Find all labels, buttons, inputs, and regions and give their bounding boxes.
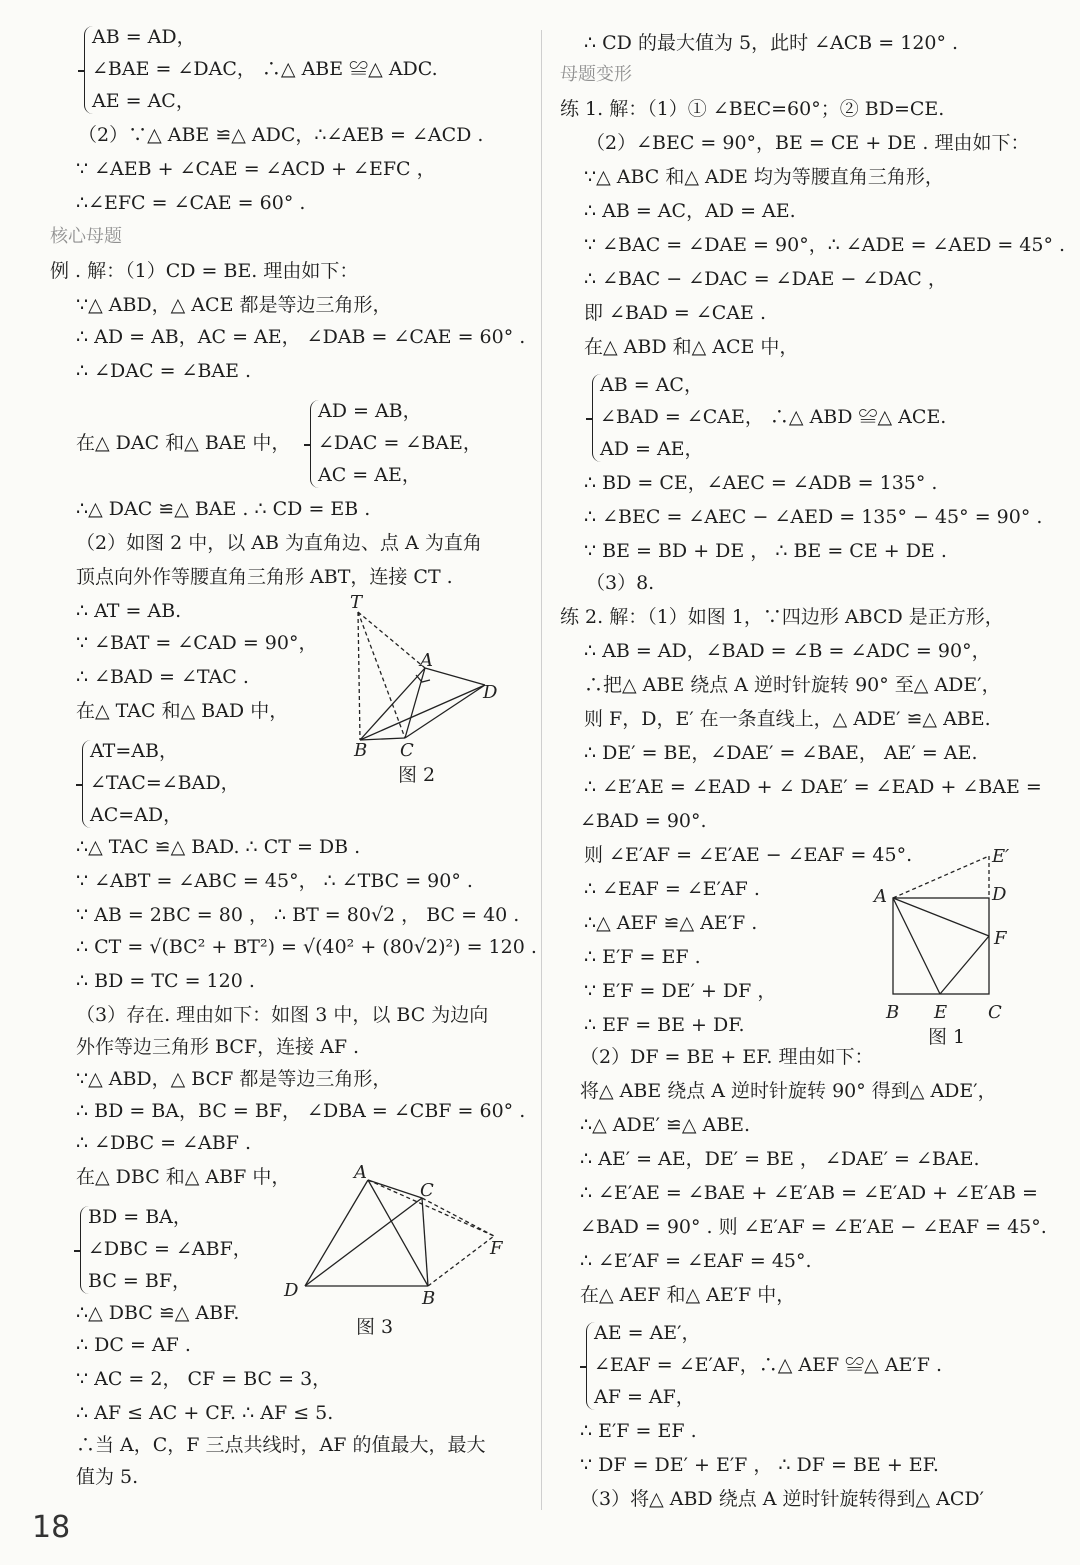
text-line: 顶点向外作等腰直角三角形 ABT，连接 CT . [76,566,453,588]
label-B: B [886,1002,900,1023]
text-line: ∵ BE = BD + DE ， ∴ BE = CE + DE . [584,540,947,562]
system-brace [84,26,93,114]
text-line: ∴ ∠E′AE = ∠BAE + ∠E′AB = ∠E′AD + ∠E′AB = [580,1182,1038,1204]
text-line: ∴ ∠EAF = ∠E′AF . [584,878,760,900]
text-line: ∴当 A，C，F 三点共线时，AF 的值最大，最大 [76,1434,486,1456]
text-line: （2）∵△ ABE ≌△ ADC，∴∠AEB = ∠ACD . [78,124,484,146]
label-F: F [490,1238,503,1259]
text-line: 在△ TAC 和△ BAD 中， [76,700,289,722]
text-line: ∴ AD = AB，AC = AE， ∠DAB = ∠CAE = 60° . [76,326,526,348]
text-line: 将△ ABE 绕点 A 逆时针旋转 90° 得到△ ADE′， [580,1080,997,1102]
text-line: ∵△ ABD，△ BCF 都是等边三角形， [76,1068,392,1090]
text-line: ∴ AE′ = AE，DE′ = BE ， ∠DAE′ = ∠BAE. [580,1148,980,1170]
text-line: AC = AE， [318,464,421,486]
text-line: （2）∠BEC = 90°，BE = CE + DE . 理由如下： [586,132,1030,154]
text-line: （3）存在. 理由如下：如图 3 中，以 BC 为边向 [76,1004,489,1026]
text-line: ∵ ∠ABT = ∠ABC = 45°， ∴ ∠TBC = 90° . [76,870,473,892]
system-brace [592,374,601,462]
label-D: D [284,1280,299,1301]
text-line: 在△ ABD 和△ ACE 中， [584,336,799,358]
text-line: ∴ ∠BAD = ∠TAC . [76,666,249,688]
text-line: 例 . 解：（1）CD = BE. 理由如下： [50,260,359,282]
figure-3 [280,1160,510,1309]
label-A: A [354,1162,367,1183]
text-line: ∴ CT = √(BC² + BT²) = √(40² + (80√2)²) = 120 . [76,936,537,958]
text-line: ∴ DC = AF . [76,1334,191,1356]
text-line: ∴ ∠E′AF = ∠EAF = 45°. [580,1250,812,1272]
label-E: E [934,1002,948,1023]
text-line: ∵ DF = DE′ + E′F ， ∴ DF = BE + EF. [580,1454,939,1476]
text-line: 在△ DBC 和△ ABF 中， [76,1166,291,1188]
text-line: ∴∠EFC = ∠CAE = 60° . [76,192,306,214]
section-heading: 核心母题 [50,226,122,247]
figure-2-caption: 图 2 [398,764,436,786]
label-F: F [994,928,1007,949]
text-line: BC = BF， [88,1270,191,1292]
text-line: AB = AC， [600,374,703,396]
text-line: ∴ AT = AB. [76,600,182,622]
text-line: ∴ E′F = EF . [584,946,701,968]
text-line: ∠BAD = 90° . 则 ∠E′AF = ∠E′AE − ∠EAF = 45°. [580,1216,1047,1238]
figure-3-caption: 图 3 [356,1316,394,1338]
text-line: 在△ DAC 和△ BAE 中， [76,432,291,454]
label-B: B [354,740,368,761]
text-line: AD = AB， [318,400,422,422]
label-E-prime: E′ [992,846,1010,867]
text-line: ∵ ∠BAC = ∠DAE = 90°，∴ ∠ADE = ∠AED = 45° . [584,234,1066,256]
label-A: A [874,886,887,907]
text-line: 在△ AEF 和△ AE′F 中， [580,1284,796,1306]
label-A: A [420,650,433,671]
text-line: 即 ∠BAD = ∠CAE . [584,302,767,324]
text-line: AT=AB， [90,740,178,762]
text-line: 外作等边三角形 BCF，连接 AF . [76,1036,360,1058]
text-line: ∴ DE′ = BE，∠DAE′ = ∠BAE， AE′ = AE. [584,742,978,764]
text-line: AE = AC， [92,90,195,112]
text-line: AB = AD， [92,26,196,48]
text-line: 则 F，D，E′ 在一条直线上，△ ADE′ ≌△ ABE. [584,708,991,730]
text-line: ∴ AF ≤ AC + CF. ∴ AF ≤ 5. [76,1402,334,1424]
text-line: ∴△ DBC ≌△ ABF. [76,1302,240,1324]
text-line: ∴ EF = BE + DF. [584,1014,745,1036]
figure-2 [340,590,510,761]
text-line: ∴ ∠DAC = ∠BAE . [76,360,252,382]
system-brace [82,740,91,828]
text-line: ∠DBC = ∠ABF， [88,1238,252,1260]
text-line: ∴△ ADE′ ≌△ ABE. [580,1114,751,1136]
text-line: ∴ CD 的最大值为 5，此时 ∠ACB = 120° . [584,32,959,54]
text-line: ∵△ ABC 和△ ADE 均为等腰直角三角形， [584,166,944,188]
label-C: C [988,1002,1002,1023]
text-line: ∴△ AEF ≌△ AE′F . [584,912,758,934]
text-line: ∠DAC = ∠BAE， [318,432,482,454]
text-line: 值为 5. [76,1466,139,1488]
text-line: ∴ AB = AD，∠BAD = ∠B = ∠ADC = 90°， [584,640,991,662]
text-line: ∴ ∠DBC = ∠ABF . [76,1132,251,1154]
text-line: BD = BA， [88,1206,192,1228]
text-line: ∴ ∠BEC = ∠AEC − ∠AED = 135° − 45° = 90° . [584,506,1043,528]
text-line: AE = AE′， [594,1322,701,1344]
column-divider [541,30,542,1510]
text-line: ∴ BD = CE，∠AEC = ∠ADB = 135° . [584,472,938,494]
text-line: （2）如图 2 中，以 AB 为直角边、点 A 为直角 [76,532,482,554]
text-line: ∴△ TAC ≌△ BAD. ∴ CT = DB . [76,836,361,858]
label-B: B [422,1288,436,1309]
text-line: ∠BAD = ∠CAE， ∴△ ABD ≌△ ACE. [600,406,947,428]
text-line: ∵△ ABD，△ ACE 都是等边三角形， [76,294,392,316]
figure-1-caption: 图 1 [928,1026,966,1048]
label-C: C [420,1180,434,1201]
text-line: ∴ ∠BAC − ∠DAC = ∠DAE − ∠DAC ， [584,268,947,290]
text-line: 练 1. 解：（1）① ∠BEC=60°；② BD=CE. [560,98,945,120]
label-D: D [483,682,498,703]
text-line: （2）DF = BE + EF. 理由如下： [580,1046,874,1068]
text-line: ∴把△ ABE 绕点 A 逆时针旋转 90° 至△ ADE′， [584,674,1001,696]
text-line: 则 ∠E′AF = ∠E′AE − ∠EAF = 45°. [584,844,913,866]
text-line: AC=AD， [90,804,183,826]
text-line: ∵ E′F = DE′ + DF ， [584,980,777,1002]
label-C: C [400,740,414,761]
text-line: ∵ ∠AEB + ∠CAE = ∠ACD + ∠EFC ， [76,158,436,180]
section-heading: 母题变形 [560,64,632,85]
label-T: T [350,592,363,613]
text-line: ∴△ DAC ≌△ BAE . ∴ CD = EB . [76,498,371,520]
text-line: ∠BAD = 90°. [580,810,707,832]
text-line: AD = AE， [600,438,704,460]
text-line: ∵ AB = 2BC = 80 ， ∴ BT = 80√2 ， BC = 40 . [76,904,520,926]
system-brace [80,1206,89,1294]
text-line: （3）将△ ABD 绕点 A 逆时针旋转得到△ ACD′ [580,1488,984,1510]
text-line: AF = AF， [594,1386,695,1408]
text-line: ∵ AC = 2， CF = BC = 3， [76,1368,332,1390]
label-D: D [992,884,1007,905]
page-number: 18 [32,1510,71,1545]
system-brace [310,400,319,488]
text-line: ∴ BD = TC = 120 . [76,970,255,992]
system-brace [586,1322,595,1410]
text-line: ∵ ∠BAT = ∠CAD = 90°， [76,632,318,654]
text-line: ∠BAE = ∠DAC， ∴△ ABE ≌△ ADC. [92,58,438,80]
text-line: ∴ ∠E′AE = ∠EAD + ∠ DAE′ = ∠EAD + ∠BAE = [584,776,1042,798]
text-line: ∠TAC=∠BAD， [90,772,240,794]
text-line: ∠EAF = ∠E′AF，∴△ AEF ≌△ AE′F . [594,1354,942,1376]
text-line: ∴ BD = BA，BC = BF， ∠DBA = ∠CBF = 60° . [76,1100,526,1122]
text-line: 练 2. 解：（1）如图 1，∵四边形 ABCD 是正方形， [560,606,1004,628]
figure-1 [868,840,1048,1030]
text-line: ∴ AB = AC，AD = AE. [584,200,796,222]
text-line: （3）8. [586,572,655,594]
text-line: ∴ E′F = EF . [580,1420,697,1442]
